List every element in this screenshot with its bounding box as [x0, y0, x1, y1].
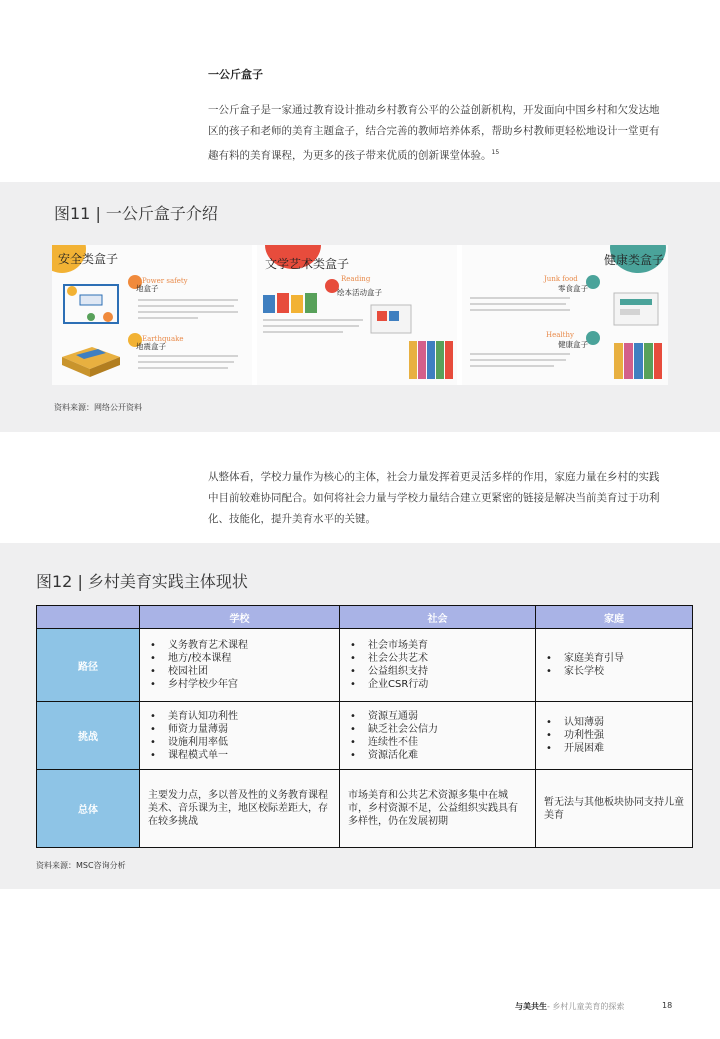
list-item: • 乡村学校少年宫 — [168, 678, 331, 691]
health-box-card — [462, 245, 668, 385]
list-item: • 企业CSR行动 — [368, 678, 527, 691]
overall-society-cell: 市场美育和公共艺术资源多集中在城市，乡村资源不足，公益组织实践具有多样性，仍在发展初期 — [340, 770, 536, 848]
card-subtitle: 地震盒子 — [136, 342, 166, 351]
footnote-ref: 15 — [491, 149, 500, 156]
list-item: • 社会公共艺术 — [368, 652, 527, 665]
challenge-school-cell — [140, 702, 340, 770]
list-item: • 义务教育艺术课程 — [168, 639, 331, 652]
books-illustration — [261, 289, 331, 315]
middle-paragraph — [208, 467, 678, 530]
table-row — [37, 629, 693, 702]
path-school-cell — [140, 629, 340, 702]
row-header-overall: 总体 — [37, 770, 140, 848]
figure-12-title: 图12 | 乡村美育实践主体现状 — [36, 572, 248, 591]
footer-subtitle: - 乡村儿童美育的探索 — [547, 1002, 625, 1011]
literature-art-box-card — [257, 245, 457, 385]
card-faint-label: Power safety — [142, 277, 188, 285]
table-corner-cell — [37, 606, 140, 629]
box-illustration — [612, 287, 664, 329]
card-title: 文学艺术类盒子 — [265, 257, 350, 271]
intro-paragraph — [208, 100, 678, 167]
card-title: 健康类盒子 — [604, 253, 665, 267]
middle-line: 从整体看，学校力量作为核心的主体，社会力量发挥着更灵活多样的作用，家庭力量在乡村的实践 — [208, 471, 660, 483]
figure-11-image — [52, 245, 668, 385]
middle-line: 化、技能化，提升美育水平的关键。 — [208, 513, 376, 525]
row-header-challenge: 挑战 — [37, 702, 140, 770]
card-subtitle: 地盒子 — [136, 284, 159, 293]
overall-school-cell: 主要发力点，多以普及性的义务教育课程美术、音乐课为主，地区校际差距大，存在较多挑战 — [140, 770, 340, 848]
list-item: • 师资力量薄弱 — [168, 723, 331, 736]
list-item: • 公益组织支持 — [368, 665, 527, 678]
list-item: • 开展困难 — [564, 742, 684, 755]
card-faint-label: Earthquake — [142, 335, 184, 343]
column-header-school: 学校 — [140, 606, 340, 629]
list-item: • 地方/校本课程 — [168, 652, 331, 665]
middle-line: 中目前较难协同配合。如何将社会力量与学校力量结合建立更紧密的链接是解决当前美育过于功利 — [208, 492, 660, 504]
overall-family-cell: 暂无法与其他板块协同支持儿童美育 — [536, 770, 693, 848]
circuit-illustration — [58, 277, 124, 331]
card-faint-label: Junk food — [544, 275, 578, 283]
list-item: • 家庭美育引导 — [564, 652, 684, 665]
books-illustration — [407, 337, 455, 381]
list-item: • 设施利用率低 — [168, 736, 331, 749]
safety-box-card — [52, 245, 252, 385]
practice-subjects-table — [36, 605, 693, 848]
challenge-family-cell — [536, 702, 693, 770]
card-subtitle: 健康盒子 — [558, 340, 588, 349]
list-item: • 课程模式单一 — [168, 749, 331, 762]
list-item: • 美育认知功利性 — [168, 710, 331, 723]
list-item: • 社会市场美育 — [368, 639, 527, 652]
path-family-cell — [536, 629, 693, 702]
row-header-path: 路径 — [37, 629, 140, 702]
box-illustration — [369, 301, 417, 335]
card-title: 安全类盒子 — [58, 252, 119, 266]
footer-brand-name: 与美共生 — [515, 1002, 547, 1011]
decor-dot — [586, 331, 600, 345]
figure-11-source: 资料来源：网络公开资料 — [54, 403, 142, 412]
list-item: • 资源活化难 — [368, 749, 527, 762]
challenge-society-cell — [340, 702, 536, 770]
intro-line: 趣有料的美育课程，为更多的孩子带来优质的创新课堂体验。$^{15}$ — [208, 149, 500, 162]
box-illustration — [58, 341, 124, 379]
figure-12-source: 资料来源：MSC咨询分析 — [36, 861, 126, 870]
table-header-row — [37, 606, 693, 629]
list-item: • 资源互通弱 — [368, 710, 527, 723]
list-item: • 校园社团 — [168, 665, 331, 678]
path-society-cell — [340, 629, 536, 702]
table-row — [37, 702, 693, 770]
list-item: • 连续性不佳 — [368, 736, 527, 749]
figure-11-title: 图11 | 一公斤盒子介绍 — [54, 204, 218, 223]
intro-line: 一公斤盒子是一家通过教育设计推动乡村教育公平的公益创新机构，开发面向中国乡村和欠发达地 — [208, 104, 660, 116]
column-header-society: 社会 — [340, 606, 536, 629]
list-item: • 缺乏社会公信力 — [368, 723, 527, 736]
card-faint-label: Reading — [341, 275, 371, 283]
card-subtitle: 零食盒子 — [558, 284, 588, 293]
table-row — [37, 770, 693, 848]
list-item: • 功利性强 — [564, 729, 684, 742]
intro-line: 区的孩子和老师的美育主题盒子，结合完善的教师培养体系，帮助乡村教师更轻松地设计一堂更有 — [208, 125, 660, 137]
card-faint-label: Healthy — [546, 331, 574, 339]
section-title: 一公斤盒子 — [208, 68, 263, 81]
decor-dot — [586, 275, 600, 289]
list-item: • 家长学校 — [564, 665, 684, 678]
books-illustration — [612, 339, 664, 381]
footer-brand — [515, 1001, 624, 1012]
card-subtitle: 绘本活动盒子 — [337, 288, 382, 297]
list-item: • 认知薄弱 — [564, 716, 684, 729]
column-header-family: 家庭 — [536, 606, 693, 629]
page-number: 18 — [662, 1001, 673, 1010]
